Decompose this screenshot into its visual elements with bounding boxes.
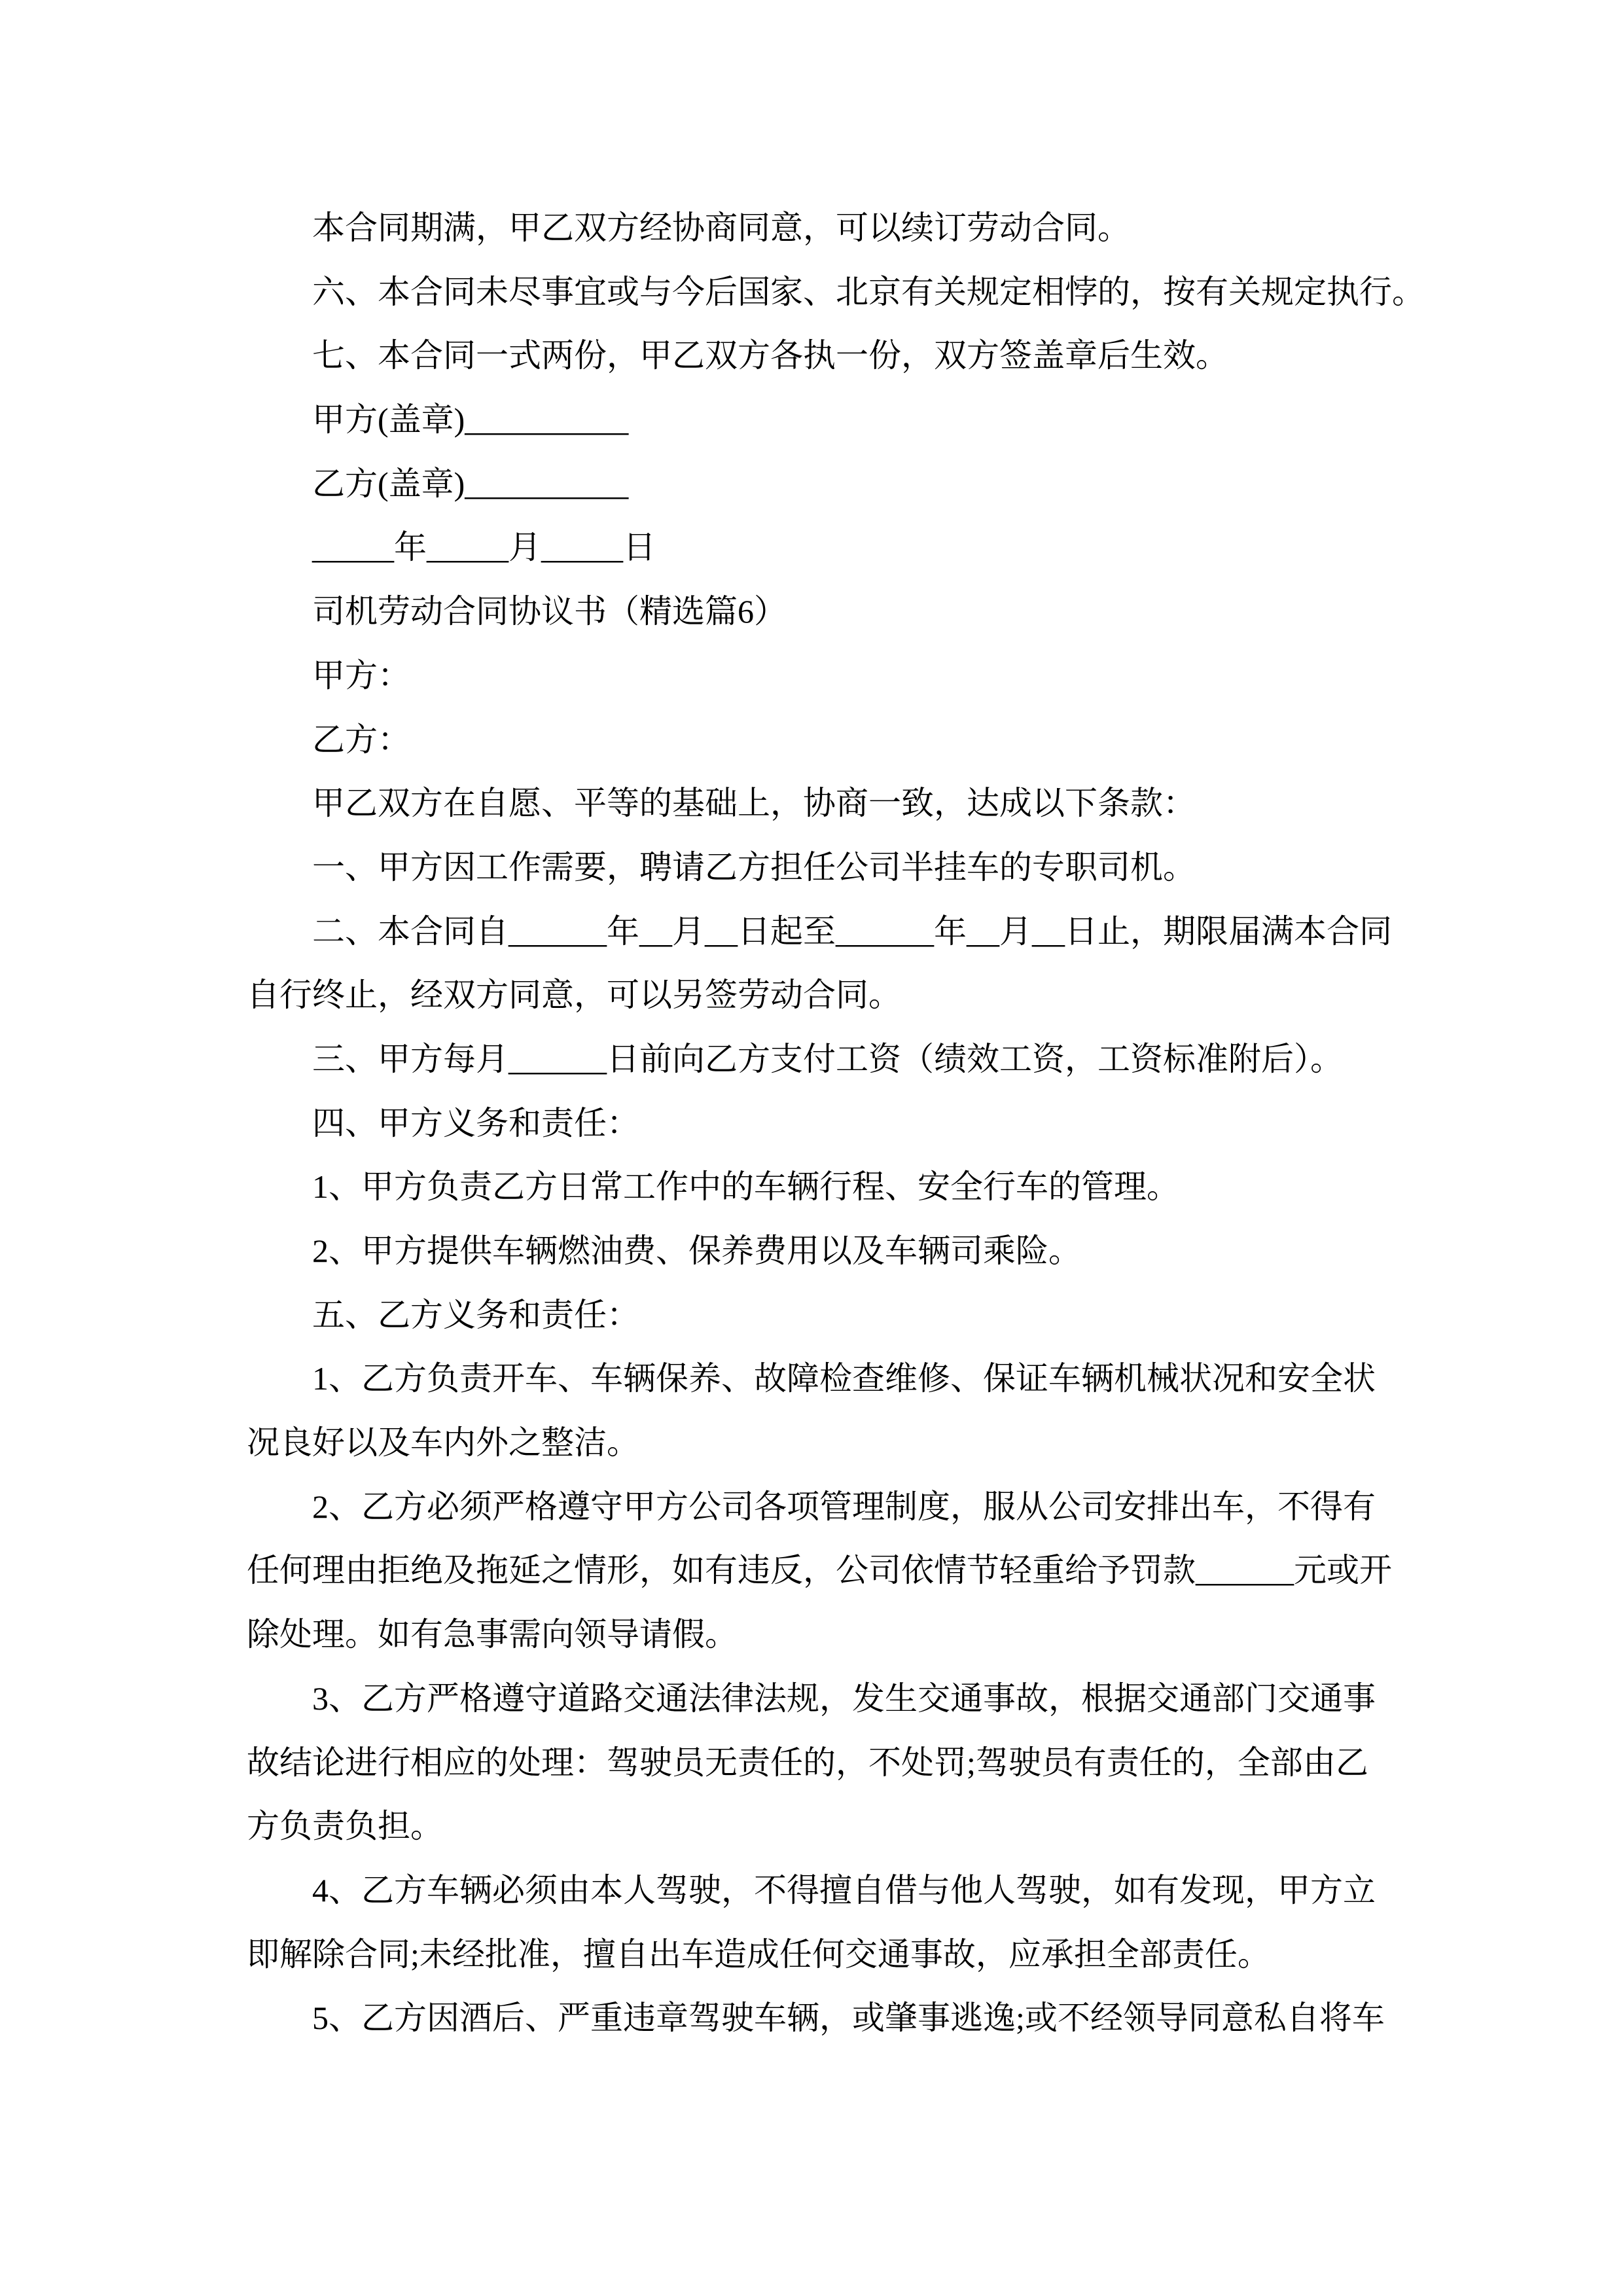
- clause-five-item-3-line-2: 故结论进行相应的处理：驾驶员无责任的，不处罚;驾驶员有责任的，全部由乙: [247, 1744, 1368, 1781]
- party-a-seal-line: 甲方(盖章)__________: [312, 401, 629, 439]
- clause-five-item-2-line-3: 除处理。如有急事需向领导请假。: [247, 1616, 738, 1653]
- clause-four-heading: 四、甲方义务和责任：: [312, 1104, 639, 1141]
- signature-date-line: _____年_____月_____日: [312, 529, 656, 566]
- clause-one-line: 一、甲方因工作需要，聘请乙方担任公司半挂车的专职司机。: [312, 848, 1196, 886]
- clause-four-item-2: 2、甲方提供车辆燃油费、保养费用以及车辆司乘险。: [312, 1232, 1081, 1269]
- clause-two-line-2: 自行终止，经双方同意，可以另签劳动合同。: [247, 977, 901, 1014]
- clause-seven-line: 七、本合同一式两份，甲乙双方各执一份，双方签盖章后生效。: [312, 337, 1228, 374]
- preamble-line: 甲乙双方在自愿、平等的基础上，协商一致，达成以下条款：: [312, 785, 1196, 822]
- party-b-label-line: 乙方：: [312, 721, 410, 758]
- document-title: 司机劳动合同协议书（精选篇6）: [312, 593, 787, 630]
- party-b-seal-line: 乙方(盖章)__________: [312, 465, 629, 502]
- clause-six-line: 六、本合同未尽事宜或与今后国家、北京有关规定相悖的，按有关规定执行。: [312, 273, 1425, 310]
- clause-five-item-1-line-1: 1、乙方负责开车、车辆保养、故障检查维修、保证车辆机械状况和安全状: [312, 1360, 1376, 1397]
- clause-five-item-1-line-2: 况良好以及车内外之整洁。: [247, 1424, 639, 1462]
- clause-five-item-3-line-1: 3、乙方严格遵守道路交通法律法规，发生交通事故，根据交通部门交通事: [312, 1679, 1376, 1717]
- contract-renewal-clause-line: 本合同期满，甲乙双方经协商同意，可以续订劳动合同。: [312, 209, 1130, 246]
- clause-three-line: 三、甲方每月______日前向乙方支付工资（绩效工资，工资标准附后）。: [312, 1040, 1343, 1077]
- clause-five-item-2-line-2: 任何理由拒绝及拖延之情形，如有违反，公司依情节轻重给予罚款______元或开: [247, 1552, 1392, 1589]
- party-a-label-line: 甲方：: [312, 656, 410, 694]
- clause-five-item-2-line-1: 2、乙方必须严格遵守甲方公司各项管理制度，服从公司安排出车，不得有: [312, 1488, 1376, 1525]
- clause-five-item-5-line-1: 5、乙方因酒后、严重违章驾驶车辆，或肇事逃逸;或不经领导同意私自将车: [312, 2000, 1385, 2037]
- clause-five-heading: 五、乙方义务和责任：: [312, 1296, 639, 1333]
- clause-two-line-1: 二、本合同自______年__月__日起至______年__月__日止，期限届满本合同: [312, 912, 1392, 950]
- clause-five-item-3-line-3: 方负责负担。: [247, 1808, 443, 1845]
- clause-four-item-1: 1、甲方负责乙方日常工作中的车辆行程、安全行车的管理。: [312, 1168, 1179, 1206]
- clause-five-item-4-line-1: 4、乙方车辆必须由本人驾驶，不得擅自借与他人驾驶，如有发现，甲方立: [312, 1871, 1376, 1909]
- clause-five-item-4-line-2: 即解除合同;未经批准，擅自出车造成任何交通事故，应承担全部责任。: [247, 1935, 1270, 1973]
- document-body: [247, 196, 1431, 2051]
